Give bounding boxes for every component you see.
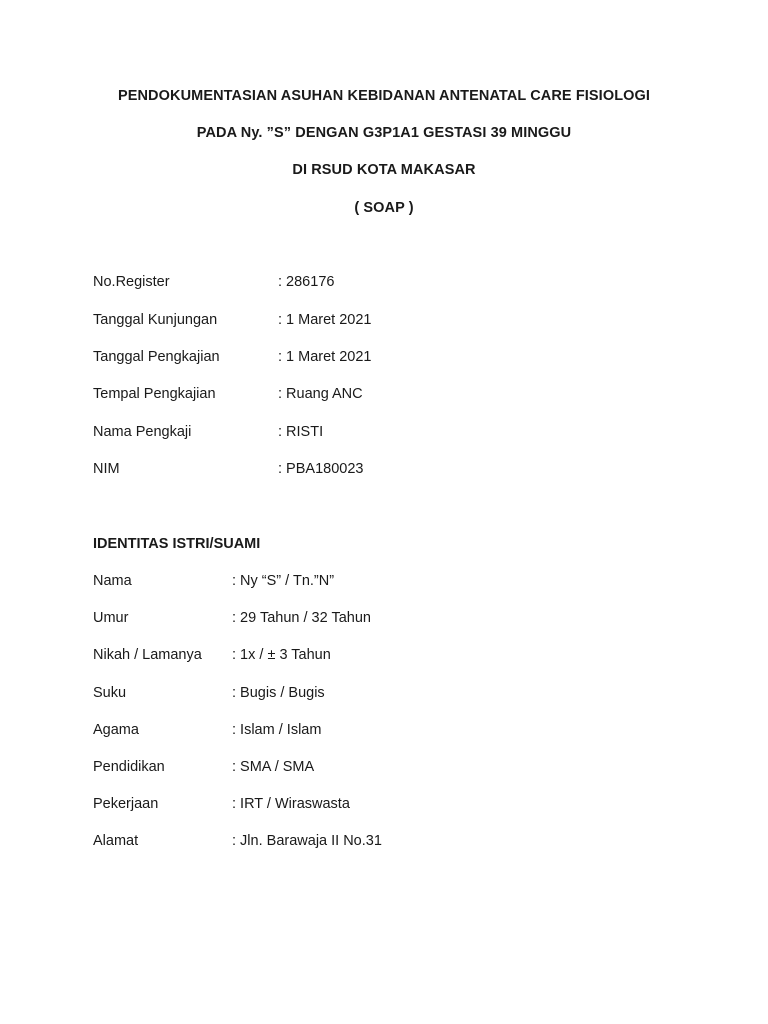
assessor-name-label: Nama Pengkaji bbox=[93, 424, 192, 440]
identity-value: : Islam / Islam bbox=[232, 722, 322, 738]
assessment-place-label: Tempal Pengkajian bbox=[93, 386, 216, 402]
assessment-place-value: : Ruang ANC bbox=[278, 386, 363, 402]
identity-label: Umur bbox=[93, 610, 129, 626]
identity-value: : Bugis / Bugis bbox=[232, 685, 325, 701]
identity-value: : Jln. Barawaja II No.31 bbox=[232, 833, 382, 849]
title-line-1: PENDOKUMENTASIAN ASUHAN KEBIDANAN ANTENATAL CARE FISIOLOGI bbox=[117, 88, 651, 104]
title-line-2: PADA Ny. ”S” DENGAN G3P1A1 GESTASI 39 MINGGU bbox=[196, 125, 572, 141]
identity-value: : SMA / SMA bbox=[232, 759, 315, 775]
nim-value: : PBA180023 bbox=[278, 461, 364, 477]
title-line-3: DI RSUD KOTA MAKASAR bbox=[292, 162, 476, 178]
identity-label: Alamat bbox=[93, 833, 139, 849]
assessment-date-value: : 1 Maret 2021 bbox=[278, 349, 372, 365]
identity-heading: IDENTITAS ISTRI/SUAMI bbox=[93, 536, 261, 552]
identity-label: Pekerjaan bbox=[93, 796, 159, 812]
register-value: : 286176 bbox=[278, 274, 335, 290]
visit-date-label: Tanggal Kunjungan bbox=[93, 312, 218, 328]
assessment-date-label: Tanggal Pengkajian bbox=[93, 349, 220, 365]
assessor-name-value: : RISTI bbox=[278, 424, 324, 440]
identity-label: Nikah / Lamanya bbox=[93, 647, 202, 663]
identity-value: : 1x / ± 3 Tahun bbox=[232, 647, 331, 663]
identity-value: : IRT / Wiraswasta bbox=[232, 796, 350, 812]
title-line-4: ( SOAP ) bbox=[354, 200, 414, 216]
identity-label: Pendidikan bbox=[93, 759, 165, 775]
visit-date-value: : 1 Maret 2021 bbox=[278, 312, 372, 328]
nim-label: NIM bbox=[93, 461, 120, 477]
register-label: No.Register bbox=[93, 274, 170, 290]
identity-value: : Ny “S” / Tn.”N” bbox=[232, 573, 335, 589]
identity-label: Suku bbox=[93, 685, 127, 701]
identity-label: Nama bbox=[93, 573, 132, 589]
identity-label: Agama bbox=[93, 722, 139, 738]
identity-value: : 29 Tahun / 32 Tahun bbox=[232, 610, 371, 626]
